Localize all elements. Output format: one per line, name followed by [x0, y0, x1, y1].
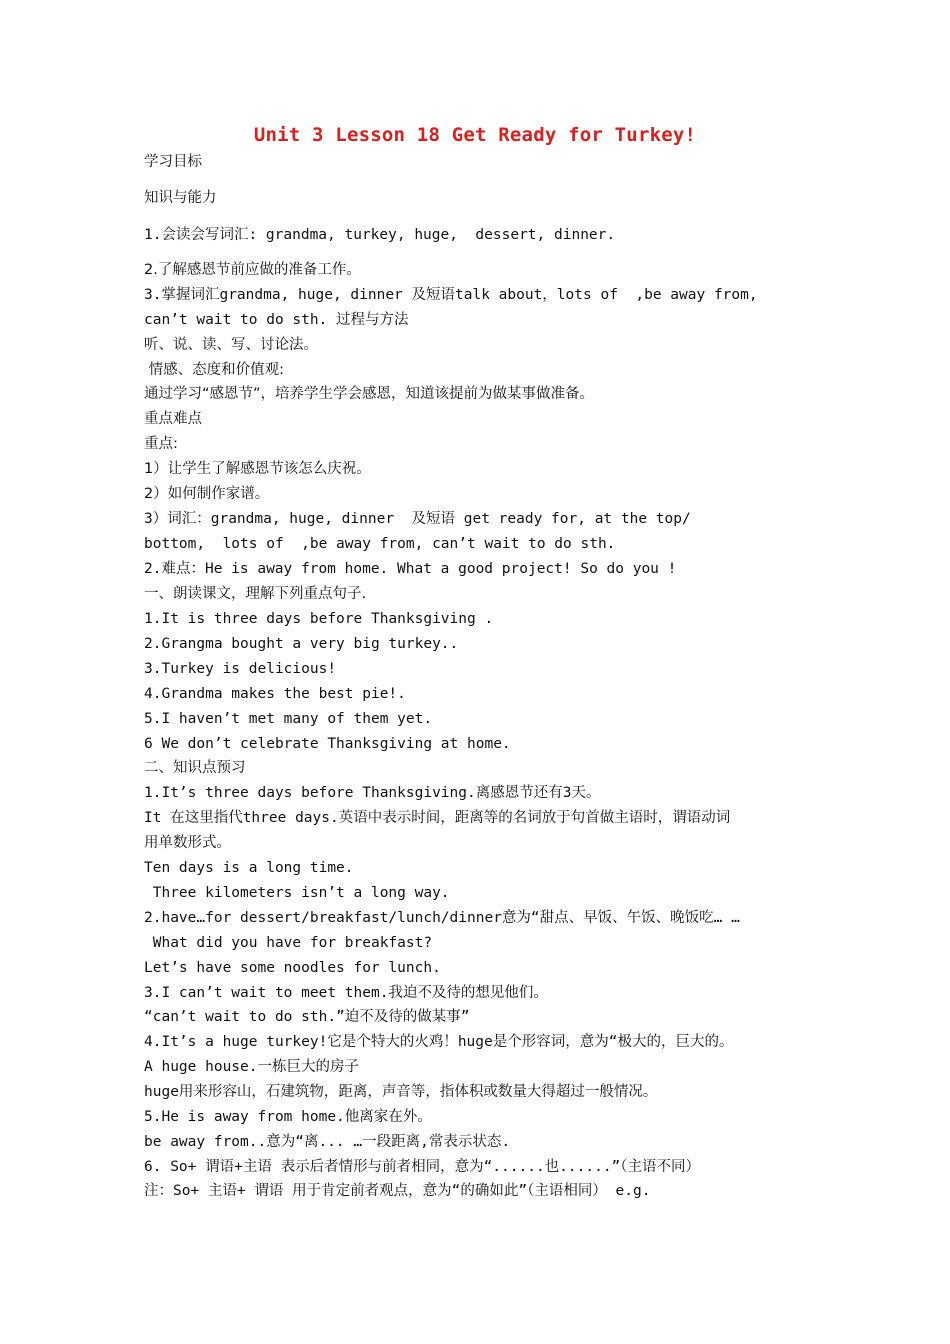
line-emotion-values: 情感、态度和价值观: [144, 362, 284, 378]
line-sentence-5: 5.I haven’t met many of them yet. [144, 711, 433, 727]
line-key-points: 重点: [144, 436, 178, 452]
line-point-1: 1.It’s three days before Thanksgiving.离感恩节还有3天。 [144, 785, 601, 801]
line-point-3-explain: “can’t wait to do sth.”迫不及待的做某事” [144, 1009, 470, 1025]
line-point-3: 3.I can’t wait to meet them.我迫不及待的想见他们。 [144, 985, 548, 1001]
line-section-2: 二、知识点预习 [144, 760, 246, 776]
document-title: Unit 3 Lesson 18 Get Ready for Turkey! [253, 124, 697, 146]
line-example-huge-house: A huge house.一栋巨大的房子 [144, 1059, 359, 1075]
line-section-1: 一、朗读课文，理解下列重点句子. [144, 586, 367, 602]
line-key-3-cont: bottom, lots of ,be away from, can’t wait to do sth. [144, 536, 616, 552]
line-master-vocab: 3.掌握词汇grandma, huge, dinner 及短语talk about，lots of ,be away from, [144, 287, 758, 303]
line-difficult: 2.难点：He is away from home. What a good project! So do you ! [144, 561, 677, 577]
line-key-difficult: 重点难点 [144, 411, 202, 427]
line-process-method: can’t wait to do sth. 过程与方法 [144, 312, 409, 328]
line-learning-goals: 学习目标 [144, 154, 202, 170]
line-example-breakfast: What did you have for breakfast? [144, 935, 433, 951]
line-point-6: 6. So+ 谓语+主语 表示后者情形与前者相同，意为“......也......”（主语不同） [144, 1159, 701, 1175]
line-point-4-explain: huge用来形容山，石建筑物，距离，声音等，指体积或数量大得超过一般情况。 [144, 1084, 658, 1100]
line-key-1: 1）让学生了解感恩节该怎么庆祝。 [144, 461, 371, 477]
line-sentence-1: 1.It is three days before Thanksgiving . [144, 611, 494, 627]
line-sentence-3: 3.Turkey is delicious! [144, 661, 337, 677]
line-sentence-4: 4.Grandma makes the best pie!. [144, 686, 406, 702]
line-sentence-6: 6 We don’t celebrate Thanksgiving at home. [144, 736, 511, 752]
line-sentence-2: 2.Grangma bought a very big turkey.. [144, 636, 459, 652]
line-example-ten-days: Ten days is a long time. [144, 860, 354, 876]
line-point-2: 2.have…for dessert/breakfast/lunch/dinner意为“甜点、早饭、午饭、晚饭吃… … [144, 910, 740, 926]
line-example-kilometers: Three kilometers isn’t a long way. [144, 885, 450, 901]
line-knowledge-ability: 知识与能力 [144, 190, 217, 206]
line-vocab-1: 1.会读会写词汇: grandma, turkey, huge, dessert, dinner. [144, 227, 616, 243]
line-key-3: 3）词汇：grandma, huge, dinner 及短语 get ready for, at the top/ [144, 511, 691, 527]
line-example-noodles: Let’s have some noodles for lunch. [144, 960, 441, 976]
line-point-5: 5.He is away from home.他离家在外。 [144, 1109, 432, 1125]
line-point-5-explain: be away from..意为“离... …一段距离,常表示状态. [144, 1134, 511, 1150]
line-point-4: 4.It’s a huge turkey!它是个特大的火鸡！huge是个形容词，意为“极大的，巨大的。 [144, 1034, 734, 1050]
line-key-2: 2）如何制作家谱。 [144, 486, 270, 502]
line-prep-work: 2.了解感恩节前应做的准备工作。 [144, 262, 361, 278]
line-thanksgiving-study: 通过学习“感恩节”，培养学生学会感恩，知道该提前为做某事做准备。 [144, 386, 595, 402]
line-point-6-note: 注：So+ 主语+ 谓语 用于肯定前者观点，意为“的确如此”（主语相同） e.g. [144, 1183, 651, 1199]
line-point-1-explain-cont: 用单数形式。 [144, 835, 231, 851]
line-methods: 听、说、读、写、讨论法。 [144, 337, 318, 353]
line-point-1-explain: It 在这里指代three days.英语中表示时间，距离等的名词放于句首做主语时，谓语动词 [144, 810, 731, 826]
